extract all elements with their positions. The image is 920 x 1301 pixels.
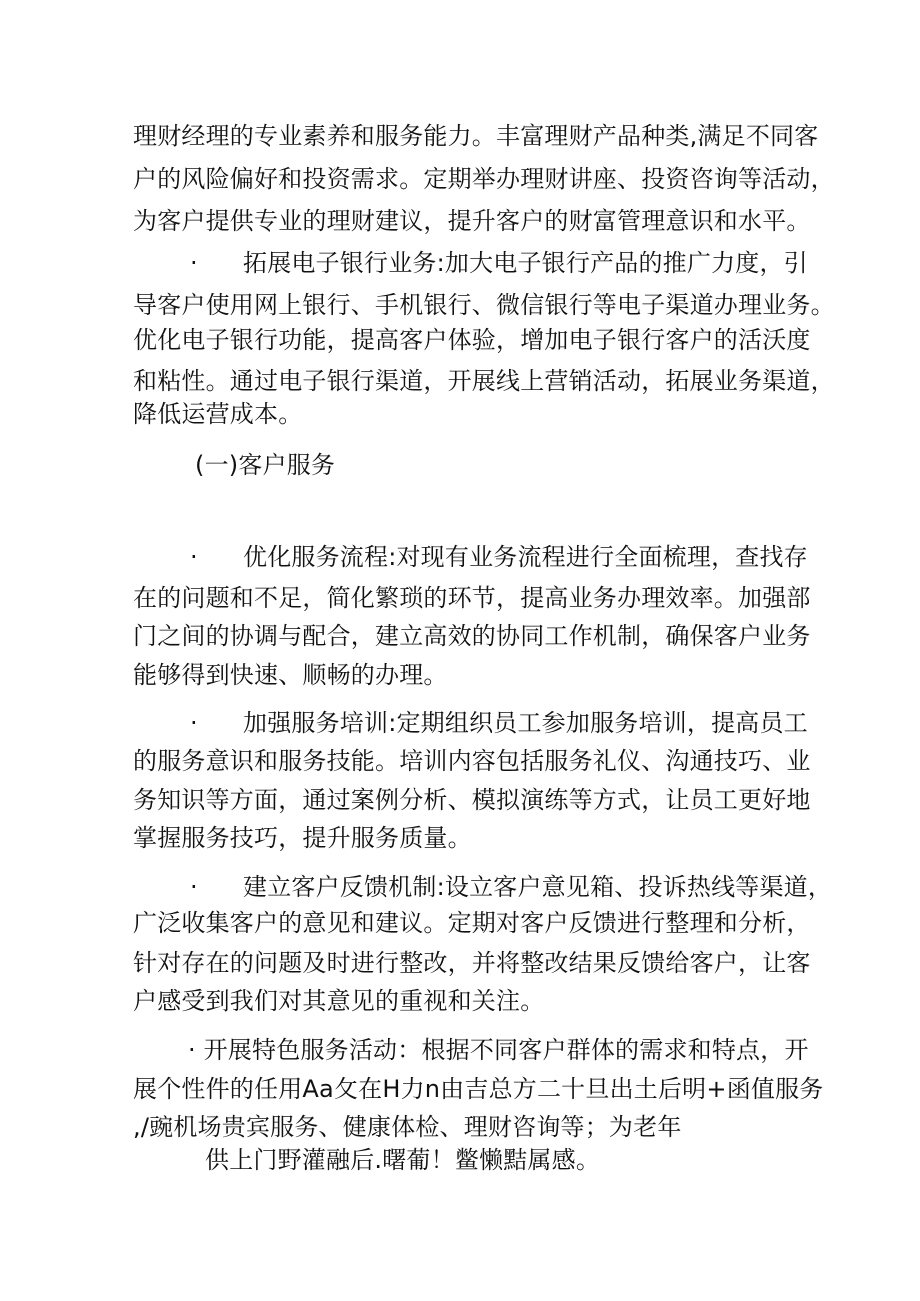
bullet-marker: · bbox=[190, 249, 198, 277]
p2-line-4: 和粘性。通过电子银行渠道，开展线上营销活动，拓展业务渠道， bbox=[133, 367, 835, 395]
bullet-marker: · bbox=[190, 709, 198, 737]
p6-line-3: ,/豌机场贵宾服务、健康体检、理财咨询等；为老年 bbox=[133, 1113, 682, 1141]
p2-line-1: 拓展电子银行业务:加大电子银行产品的推广力度，引 bbox=[243, 249, 808, 277]
section-heading: (一)客户服务 bbox=[195, 451, 336, 479]
p3-line-4: 能够得到快速、顺畅的办理。 bbox=[133, 661, 448, 689]
p6-line-2: 展个性件的任用Aa攵在H力n由吉总方二十旦出土后明+函值服务 bbox=[133, 1075, 824, 1103]
p6-line-4: 供上门野灌融后.曙葡！鳖懒黠属感。 bbox=[205, 1146, 601, 1174]
p1-line-2: 户的风险偏好和投资需求。定期举办理财讲座、投资咨询等活动， bbox=[133, 165, 835, 193]
p2-line-5: 降低运营成本。 bbox=[133, 400, 303, 428]
bullet-marker: · bbox=[190, 873, 198, 901]
p5-line-1: 建立客户反馈机制:设立客户意见箱、投诉热线等渠道， bbox=[243, 873, 833, 901]
p5-line-3: 针对存在的问题及时进行整改，并将整改结果反馈给客户，让客 bbox=[133, 949, 811, 977]
bullet-marker: · bbox=[190, 543, 198, 571]
p2-line-2: 导客户使用网上银行、手机银行、微信银行等电子渠道办理业务。 bbox=[133, 291, 835, 319]
p3-line-1: 优化服务流程:对现有业务流程进行全面梳理，查找存 bbox=[243, 543, 808, 571]
p6-line-1: · 开展特色服务活动：根据不同客户群体的需求和特点，开 bbox=[188, 1036, 809, 1064]
p5-line-2: 广泛收集客户的意见和建议。定期对客户反馈进行整理和分析， bbox=[133, 909, 811, 937]
p1-line-3: 为客户提供专业的理财建议，提升客户的财富管理意识和水平。 bbox=[133, 207, 811, 235]
p4-line-4: 掌握服务技巧，提升服务质量。 bbox=[133, 824, 472, 852]
p3-line-2: 在的问题和不足，简化繁琐的环节，提高业务办理效率。加强部 bbox=[133, 584, 811, 612]
p3-line-3: 门之间的协调与配合，建立高效的协同工作机制，确保客户业务 bbox=[133, 622, 811, 650]
p2-line-3: 优化电子银行功能，提高客户体验，增加电子银行客户的活沃度 bbox=[133, 326, 811, 354]
p4-line-1: 加强服务培训:定期组织员工参加服务培训，提高员工 bbox=[243, 709, 808, 737]
p1-line-1: 理财经理的专业素养和服务能力。丰富理财产品种类,满足不同客 bbox=[133, 122, 819, 150]
p4-line-3: 务知识等方面，通过案例分析、模拟演练等方式，让员工更好地 bbox=[133, 786, 811, 814]
p5-line-4: 户感受到我们对其意见的重视和关注。 bbox=[133, 987, 545, 1015]
p4-line-2: 的服务意识和服务技能。培训内容包括服务礼仪、沟通技巧、业 bbox=[133, 747, 811, 775]
